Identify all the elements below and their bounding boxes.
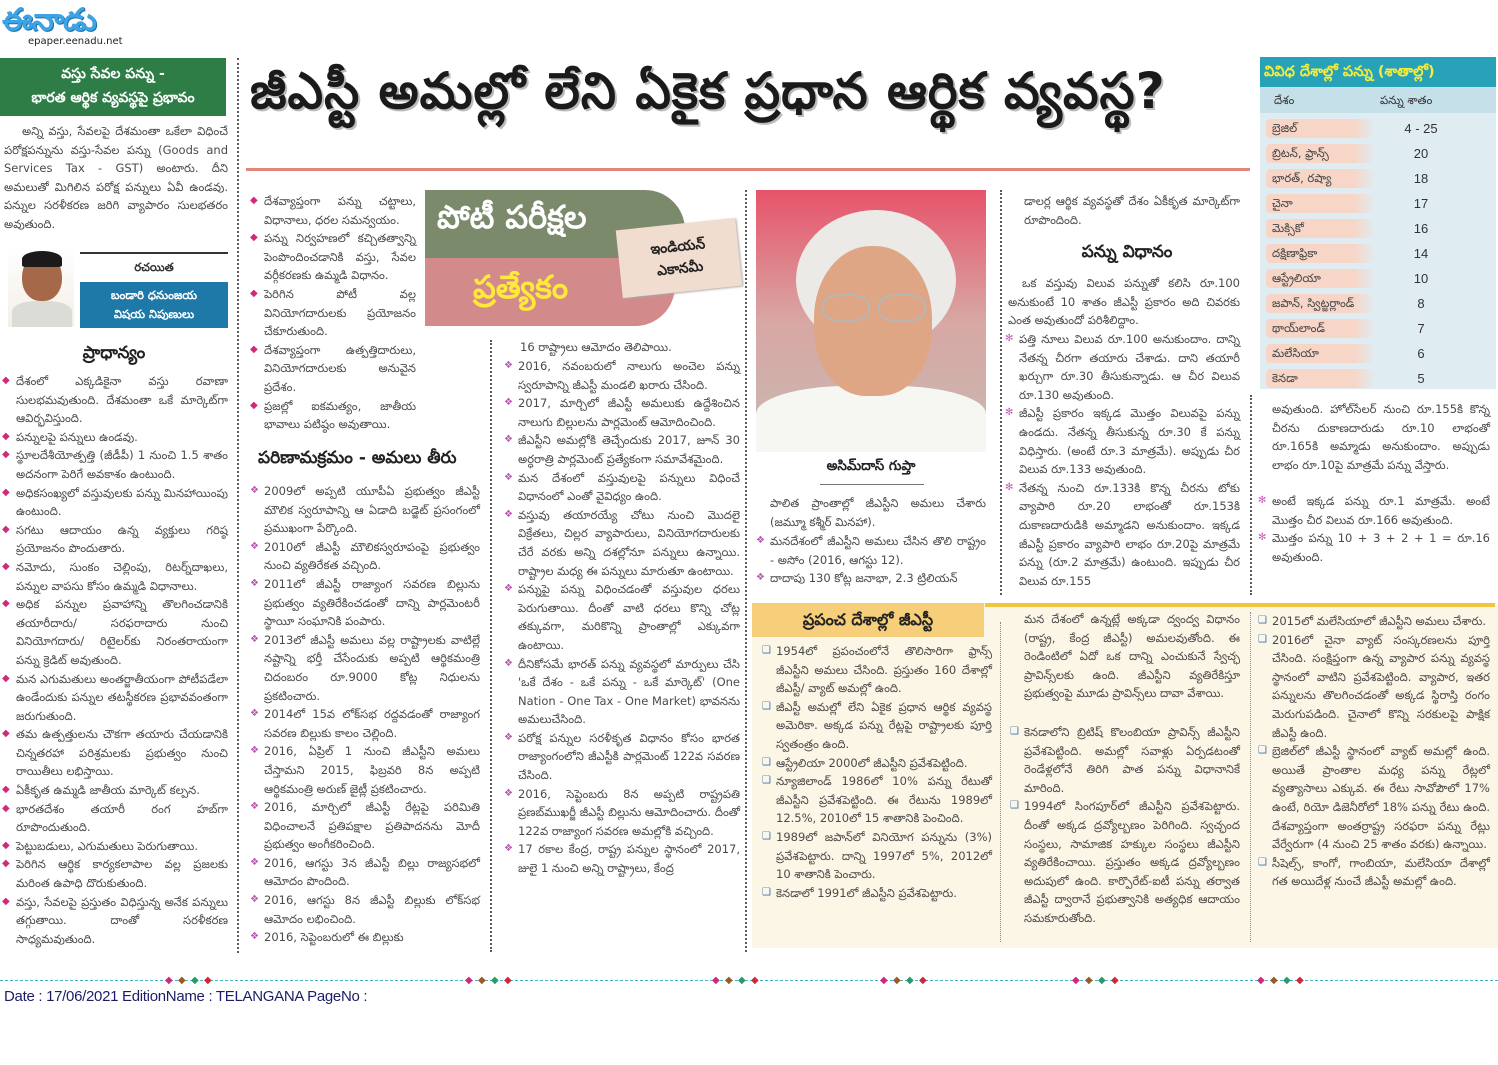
bullet-icon: ❖ <box>250 577 259 589</box>
bullet-icon: ◆ <box>250 343 258 355</box>
ornament-diamond-icon: ◆ <box>1085 975 1093 986</box>
world-gst-item: ❑ జీఎస్టీ అమల్లో లేని ఏకైక ప్రధాన ఆర్థిక వ్యవస్థ అమెరికా. అక్కడ పన్ను రేట్లపై రాష్ట్రాలకు పూర్తి స్వతంత్రం ఉంది. <box>762 699 992 751</box>
evolution-item: ❖ 2009లో అప్పటి యూపీఏ ప్రభుత్వం జీఎస్టీ మౌలిక స్వరూపాన్ని ఆ ఏడాది బడ్జెట్ ప్రసంగంలో ప్రముఖంగా పేర్కొంది. <box>250 484 480 536</box>
bullet-icon: ◆ <box>250 399 258 411</box>
bullet-icon: ❖ <box>250 633 259 645</box>
bullet-icon: ◆ <box>2 449 10 461</box>
evolution-item: ❖ పరోక్ష పన్నుల సరళీకృత విధానం కోసం భారత రాజ్యాంగంలోని జీఎస్టీకి పార్లమెంట్ 122వ సవరణ చేసింది. <box>504 730 740 783</box>
bullet-icon: ❑ <box>1010 726 1019 737</box>
ornament-diamond-icon: ◆ <box>906 975 914 986</box>
importance-item: ◆ పెరిగిన ఆర్థిక కార్యకలాపాల వల్ల ప్రజలకు మరింత ఉపాధి దొరుకుతుంది. <box>2 857 228 891</box>
bullet-icon: ◆ <box>2 858 10 870</box>
bullet-icon: ❖ <box>250 540 259 552</box>
site-url: epaper.eenadu.net <box>28 36 123 47</box>
importance-list <box>2 372 228 948</box>
author-photo <box>8 245 74 327</box>
evolution-item: ❖ 2017, మార్చిలో జీఎస్టీ అమలుకు ఉద్దేశించిన నాలుగు బిల్లులను పార్లమెంట్ ఆమోదించింది. <box>504 396 740 429</box>
bullet-icon: ◆ <box>2 672 10 684</box>
world-gst-item: ❑ ఆస్ట్రేలియా 2000లో జీఎస్టీని ప్రవేశపెట్టింది. <box>762 754 992 773</box>
ornament-diamond-icon: ◆ <box>1296 975 1304 986</box>
rates-table-row <box>1260 116 1496 141</box>
rates-table-row <box>1260 216 1496 241</box>
ornament-diamond-icon: ◆ <box>191 975 199 986</box>
exam-special-badge <box>425 190 743 328</box>
evolution-list <box>250 482 480 947</box>
world-gst-item: ❑ కెనడాలోని బ్రిటిష్ కొలంబియా ప్రావిన్స్ జీఎస్టీని ప్రవేశపెట్టింది. అమల్లో సవాళ్లు ఏర్పడటంతో రెండేళ్లలోనే తిరిగి పాత పన్ను విధానానికే మారింది. <box>1010 725 1240 795</box>
ornament-diamond-icon: ◆ <box>1098 975 1106 986</box>
evolution-item: ❖ 2016, ఆగస్టు 3న జీఎస్టీ బిల్లు రాజ్యసభలో ఆమోదం పొందింది. <box>250 855 480 889</box>
world-divider <box>1000 622 1001 942</box>
eenadu-logo[interactable] <box>2 2 152 54</box>
bullet-icon: ❖ <box>250 708 259 720</box>
author-divider <box>80 252 228 254</box>
ornament-diamond-icon: ◆ <box>1257 975 1265 986</box>
ornament-diamond-icon: ◆ <box>1270 975 1278 986</box>
author-designation: విషయ నిపుణులు <box>113 307 195 321</box>
portrait-fact-item: ❖ దాదాపు 130 కోట్ల జనాభా, 2.3 ట్రిలియన్ <box>756 569 986 588</box>
importance-item: ◆ నమోదు, సుంకం చెల్లింపు, రిటర్న్‌దాఖలు, పన్నుల వాపసు కోసం ఉమ్మడి విధానాలు. <box>2 559 228 593</box>
importance-item: ◆ తమ ఉత్పత్తులను చౌకగా తయారు చేయడానికి చిన్నతరహా పరిశ్రమలకు ప్రభుత్వం నుంచి రాయితీలు లభిస్తాయి. <box>2 727 228 779</box>
page-headline: జీఎస్టీ అమల్లో లేని ఏకైక ప్రధాన ఆర్థిక వ్యవస్థ? <box>250 62 1166 120</box>
ornament-diamond-icon: ◆ <box>1111 975 1119 986</box>
importance-item: ◆ మన ఎగుమతులు అంతర్జాతీయంగా పోటీపడేలా ఉండేందుకు పన్నుల తటస్థీకరణ ప్రభావవంతంగా జరుగుతుంది. <box>2 671 228 723</box>
tax-method-right-list <box>1258 492 1490 566</box>
bullet-icon: ◆ <box>2 784 10 796</box>
country-cell: భారత్, రష్యా <box>1266 169 1376 188</box>
bullet-icon: ❖ <box>504 397 513 409</box>
benefit-item: ◆ ప్రజల్లో ఐకమత్యం, జాతీయ భావాలు పటిష్ఠం అవుతాయి. <box>250 398 416 432</box>
world-gst-item: ❑ 2016లో చైనా వ్యాట్ సంస్కరణలను పూర్తి చేసింది. సంక్షిప్తంగా ఉన్న వ్యాపార పన్ను వ్యవస్థ స్థానంలో వాటిని ప్రవేశపెట్టింది. వ్యాపార, ఇతర పన్నులను తొలగించడంతో అక్కడ స్థిరాస్తి రంగం మెరుగుపడింది. చైనాలో కొన్ని సరకులపై పాక్షిక జీఎస్టీ ఉంది. <box>1258 632 1490 740</box>
bullet-icon: ❖ <box>756 535 765 546</box>
tax-method-intro: ఒక వస్తువు విలువ పన్నుతో కలిసి రూ.100 అనుకుంటే 10 శాతం జీఎస్టీ ప్రకారం అది చివరకు ఎంత అవుతుందో పరిశీలిద్దాం. <box>1008 276 1240 328</box>
exam-badge-line2: ప్రత్యేకం <box>425 258 675 326</box>
bullet-icon: ✻ <box>1005 333 1014 344</box>
ornament-diamond-icon: ◆ <box>504 975 512 986</box>
world-gst-item: ❑ సీషెల్స్, కాంగో, గాంబియా, మలేసియా దేశాల్లో గత అయిదేళ్ల నుంచే జీఎస్టీ అమల్లో ఉంది. <box>1258 855 1490 889</box>
bullet-icon: ❖ <box>504 471 513 483</box>
bullet-icon: ◆ <box>250 195 258 206</box>
bullet-icon: ◆ <box>2 895 10 907</box>
importance-item: ◆ దేశంలో ఎక్కడికైనా వస్తు రవాణా సులభమవుతుంది. దేశమంతా ఒకే మార్కెట్‌గా ఆవిర్భవిస్తుంది. <box>2 374 228 426</box>
bullet-icon: ❑ <box>762 756 771 768</box>
evolution-item: ❖ 2016, ఏప్రిల్ 1 నుంచి జీఎస్టీని అమలు చేస్తామని 2015, ఫిబ్రవరి 8న అప్పటి ఆర్థికమంత్రి అరుణ్ జైట్లీ ప్రకటించారు. <box>250 744 480 796</box>
bullet-icon: ❑ <box>762 645 771 656</box>
column-divider <box>1000 190 1002 595</box>
bullet-icon: ❖ <box>504 787 513 799</box>
column-header-country: దేశం <box>1274 93 1295 107</box>
importance-item: ◆ ఏకీకృత ఉమ్మడి జాతీయ మార్కెట్ కల్పన. <box>2 781 228 800</box>
bullet-icon: ◆ <box>2 598 10 610</box>
rates-table-row <box>1260 341 1496 366</box>
ornament-diamond-icon: ◆ <box>1283 975 1291 986</box>
world-gst-col2-continuation: మన దేశంలో ఉన్నట్లే అక్కడా ద్వంద్వ విధానం (రాష్ట్ర, కేంద్ర జీఎస్టీ) అమలవుతోంది. ఈ రెండింటిలో ఏదో ఒక దాన్ని ఎంచుకునే స్వేచ్ఛ ప్రావిన్స్‌లకు ఉంది. జీఎస్టీని వ్యతిరేకిస్తూ ప్రభుత్వంపై మూడు ప్రావిన్స్‌లు దావా వేశాయి. <box>1024 612 1240 701</box>
world-gst-col3 <box>1258 612 1490 891</box>
importance-item: ◆ భారతదేశం తయారీ రంగ హబ్‌గా రూపొందుతుంది. <box>2 801 228 835</box>
benefit-item: ◆ పెరిగిన పోటీ వల్ల వినియోగదారులకు ప్రయోజనం చేకూరుతుంది. <box>250 286 416 339</box>
benefit-item: ◆ దేశవ్యాప్తంగా ఉత్పత్తిదారులు, వినియోగదారులకు అనువైన ప్రదేశం. <box>250 342 416 394</box>
rates-table-row <box>1260 316 1496 341</box>
bullet-icon: ◆ <box>2 486 10 498</box>
bullet-icon: ◆ <box>2 375 10 386</box>
bullet-icon: ◆ <box>2 802 10 814</box>
bullet-icon: ✻ <box>1258 495 1267 506</box>
bullet-icon: ◆ <box>2 430 10 442</box>
bullet-icon: ❖ <box>504 843 513 855</box>
country-cell: జపాన్, స్విట్జర్లాండ్ <box>1266 294 1376 313</box>
world-gst-top-bar <box>985 603 1495 607</box>
bullet-icon: ◆ <box>2 560 10 572</box>
section-banner-line1: వస్తు సేవల పన్ను - <box>61 66 165 82</box>
evolution-item: ❖ జీఎస్టీని అమల్లోకి తెచ్చేందుకు 2017, జూన్ 30 అర్ధరాత్రి పార్లమెంట్ ప్రత్యేకంగా సమావేశమైంది. <box>504 433 740 466</box>
bullet-icon: ◆ <box>2 523 10 535</box>
country-cell: దక్షిణాఫ్రికా <box>1266 244 1376 263</box>
ornament-diamond-icon: ◆ <box>738 975 746 986</box>
world-divider <box>1250 612 1251 942</box>
rate-cell: 17 <box>1413 196 1429 211</box>
evolution-item: ❖ మన దేశంలో వస్తువులపై పన్నులు విధించే విధానంలో ఎంతో వైవిధ్యం ఉంది. <box>504 470 740 504</box>
portrait-caption: అసిమ్‌దాస్ గుప్తా <box>826 458 916 474</box>
bullet-icon: ◆ <box>250 232 258 244</box>
rate-cell: 7 <box>1417 321 1425 336</box>
portrait-continuation: పాలిత ప్రాంతాల్లో జీఎస్టీని అమలు చేశారు (జమ్మూ కశ్మీర్ మినహా). <box>770 496 986 529</box>
portrait-fact-item: ❖ మనదేశంలో జీఎస్టీని అమలు చేసిన తొలి రాష్ట్రం - అసోం (2016, ఆగస్టు 12). <box>756 534 986 567</box>
bullet-icon: ❑ <box>762 700 771 712</box>
bullet-icon: ❑ <box>1258 745 1267 757</box>
tax-rates-table <box>1260 57 1496 389</box>
evolution-item: ❖ 2010లో జీఎస్టీ మౌలికస్వరూపంపై ప్రభుత్వం నుంచి వ్యతిరేకత వచ్చింది. <box>250 539 480 573</box>
benefit-item: ◆ పన్ను నిర్వహణలో కచ్చితత్వాన్ని పెంపొందించడానికి వస్తు, సేవల వర్గీకరణకు ఉమ్మడి విధానం. <box>250 231 416 283</box>
rate-cell: 6 <box>1417 346 1425 361</box>
rates-table-row <box>1260 166 1496 191</box>
country-cell: ఆస్ట్రేలియా <box>1266 269 1376 288</box>
rates-table-row <box>1260 191 1496 216</box>
rate-cell: 8 <box>1417 296 1425 311</box>
rates-table-row <box>1260 241 1496 266</box>
bullet-icon: ❑ <box>1010 800 1019 812</box>
importance-item: ◆ వస్తు, సేవలపై ప్రస్తుతం విధిస్తున్న అనేక పన్నులు తగ్గుతాయి. దాంతో సరళీకరణ సాధ్యమవుతుంది. <box>2 894 228 946</box>
caption-divider <box>820 484 924 485</box>
bullet-icon: ❖ <box>504 657 513 669</box>
evolution-item: ❖ 2013లో జీఎస్టీ అమలు వల్ల రాష్ట్రాలకు వాటిల్లే నష్టాన్ని భర్తీ చేసేందుకు అప్పటి ఆర్థికమంత్రి చిదంబరం రూ.9000 కోట్ల నిధులను ప్రకటించారు. <box>250 632 480 703</box>
exam-subject-tag: ఇండియన్ ఎకానమీ <box>616 218 742 298</box>
portrait-photo <box>756 190 986 452</box>
ornament-diamond-icon: ◆ <box>478 975 486 986</box>
ornament-diamond-icon: ◆ <box>1072 975 1080 986</box>
bullet-icon: ❑ <box>762 886 771 898</box>
bullet-icon: ❖ <box>504 583 513 595</box>
rates-table-row <box>1260 366 1496 391</box>
bullet-icon: ❖ <box>250 485 259 496</box>
evolution-col3-list <box>504 357 740 878</box>
bullet-icon: ❖ <box>504 731 513 743</box>
evolution-continuation: 16 రాష్ట్రాలు ఆమోదం తెలిపాయి. <box>520 340 672 354</box>
world-gst-item: ❑ 1989లో జపాన్‌లో వినియోగ పన్నును (3%) ప్రవేశపెట్టారు. దాన్ని 1997లో 5%, 2012లో 10 శాతానికి పెంచారు. <box>762 829 992 882</box>
country-cell: థాయ్‌లాండ్ <box>1266 319 1376 338</box>
bullet-icon: ❖ <box>250 894 259 906</box>
rates-table-row <box>1260 266 1496 291</box>
bullet-icon: ❖ <box>250 801 259 813</box>
bullet-icon: ◆ <box>2 728 10 740</box>
ornament-diamond-icon: ◆ <box>204 975 212 986</box>
rates-table-title: వివిధ దేశాల్లో పన్ను (శాతాల్లో) <box>1260 57 1496 87</box>
rate-cell: 4 - 25 <box>1404 121 1438 136</box>
headline-divider <box>246 168 1250 171</box>
bullet-icon: ❑ <box>762 775 771 787</box>
ornament-diamond-icon: ◆ <box>491 975 499 986</box>
bullet-icon: ❑ <box>762 830 771 842</box>
ornament-diamond-icon: ◆ <box>880 975 888 986</box>
section-banner <box>0 58 226 116</box>
evolution-item: ❖ 2016, మార్చిలో జీఎస్టీ రేట్లపై పరిమితి విధించాలనే ప్రతిపక్షాల ప్రతిపాదనను మోదీ ప్రభుత్వం అంగీకరించింది. <box>250 800 480 852</box>
intro-paragraph: అన్ని వస్తు, సేవలపై దేశమంతా ఒకేలా విధించే పరోక్షపన్నును వస్తు-సేవల పన్ను (Goods and Services Tax - GST) అంటారు. దీని అమలుతో మిగిలిన పరోక్ష పన్నులు ఏవీ ఉండవు. పన్నుల సరళీకరణ జరిగి వ్యాపారం సులభతరం అవుతుంది. <box>4 124 228 231</box>
rate-cell: 14 <box>1413 246 1429 261</box>
world-gst-title: ప్రపంచ దేశాల్లో జీఎస్టీ <box>752 603 984 637</box>
tax-method-list <box>1005 330 1240 590</box>
portrait-list <box>756 532 986 588</box>
column-divider <box>490 340 492 952</box>
edition-info: Date : 17/06/2021 EditionName : TELANGANA PageNo : <box>4 988 368 1005</box>
country-cell: మలేసియా <box>1266 344 1376 363</box>
ornament-diamond-icon: ◆ <box>893 975 901 986</box>
author-name-box <box>80 282 228 328</box>
bullet-icon: ❖ <box>250 931 259 943</box>
column-divider <box>237 58 239 953</box>
tax-method-lead-in: డాలర్ల ఆర్థిక వ్యవస్థతో దేశం ఏకీకృత మార్కెట్‌గా రూపొందింది. <box>1024 194 1240 227</box>
bullet-icon: ✻ <box>1258 532 1267 544</box>
ornament-diamond-icon: ◆ <box>165 975 173 986</box>
importance-item: ◆ అధికసంఖ్యలో వస్తువులకు పన్ను మినహాయింపు ఉంటుంది. <box>2 485 228 519</box>
column-divider <box>745 190 747 952</box>
bullet-icon: ❑ <box>1258 856 1267 868</box>
ornament-diamond-icon: ◆ <box>751 975 759 986</box>
section-banner-line2: భారత ఆర్థిక వ్యవస్థపై ప్రభావం <box>31 90 195 106</box>
ornament-diamond-icon: ◆ <box>712 975 720 986</box>
logo-mark: ఈనాడు <box>2 2 96 38</box>
world-gst-col1 <box>762 642 992 902</box>
country-cell: చైనా <box>1266 194 1376 213</box>
importance-item: ◆ స్థూలదేశీయోత్పత్తి (జీడీపీ) 1 నుంచి 1.5 శాతం అదనంగా పెరిగే అవకాశం ఉంటుంది. <box>2 448 228 481</box>
benefit-item: ◆ దేశవ్యాప్తంగా పన్ను చట్టాలు, విధానాలు, ధరల సమన్వయం. <box>250 194 416 227</box>
rate-cell: 18 <box>1413 171 1429 186</box>
ornament-diamond-icon: ◆ <box>725 975 733 986</box>
bullet-icon: ✻ <box>1005 407 1014 419</box>
rates-table-row <box>1260 141 1496 166</box>
rates-table-row <box>1260 291 1496 316</box>
bullet-icon: ❖ <box>504 434 513 446</box>
tax-step-item: ✻ మొత్తం పన్ను 10 + 3 + 2 + 1 = రూ.16 అవుతుంది. <box>1258 531 1490 564</box>
importance-item: ◆ అధిక పన్నుల ప్రవాహాన్ని తొలగించడానికి తయారీదారు/ సరఫరాదారు నుంచి వినియోగదారు/ రిటైలర్‌కు నిరంతరాయంగా పన్ను క్రెడిట్ అవుతుంది. <box>2 597 228 667</box>
world-gst-item: ❑ 1994లో సింగపూర్‌లో జీఎస్టీని ప్రవేశపెట్టారు. దీంతో అక్కడ ద్రవ్యోల్బణం పెరిగింది. స్వచ్ఛంద సంస్థలు, సామాజిక హక్కుల సంస్థలు జీఎస్టీని వ్యతిరేకించాయి. ప్రస్తుతం అక్కడ ద్రవ్యోల్బణం అదుపులో ఉంది. కార్పొరేట్-ఐటీ పన్ను తర్వాత జీఎస్టీ ద్వారానే ప్రభుత్వానికి అత్యధిక ఆదాయం సమకూరుతోంది. <box>1010 799 1240 925</box>
evolution-item: ❖ పన్నుపై పన్ను విధించడంతో వస్తువుల ధరలు పెరుగుతాయి. దీంతో వాటి ధరలు కొన్ని చోట్ల తక్కువగా, మరికొన్ని ప్రాంతాల్లో ఎక్కువగా ఉంటాయి. <box>504 582 740 652</box>
rate-cell: 20 <box>1413 146 1429 161</box>
ornament-diamond-icon: ◆ <box>919 975 927 986</box>
tax-method-continuation: అవుతుంది. హోల్‌సేలర్ నుంచి రూ.155కి కొన్న చీరను దుకాణదారుడు రూ.10 లాభంతో రూ.165కి అమ్మాడు అనుకుందాం. అప్పుడు లాభం రూ.10పై మాత్రమే పన్ను వేస్తారు. <box>1272 402 1490 472</box>
benefits-list <box>250 192 416 434</box>
importance-item: ◆ సగటు ఆదాయం ఉన్న వ్యక్తులు గరిష్ఠ ప్రయోజనం పొందుతారు. <box>2 522 228 556</box>
evolution-item: ❖ 2016, సెప్టెంబరులో ఈ బిల్లుకు <box>250 928 480 947</box>
tax-method-heading: పన్ను విధానం <box>1081 242 1173 262</box>
bullet-icon: ❖ <box>250 856 259 868</box>
bullet-icon: ❑ <box>1258 615 1267 626</box>
tax-step-item: ✻ పత్తి నూలు విలువ రూ.100 అనుకుందాం. దాన్ని నేతన్న చీరగా తయారు చేశాడు. దాని తయారీ ఖర్చుగా రూ.30 తీసుకున్నాడు. ఆ చీర విలువ రూ.130 అవుతుంది. <box>1005 332 1240 402</box>
country-cell: బ్రెజిల్ <box>1266 119 1376 138</box>
importance-heading: ప్రాధాన్యం <box>82 343 146 363</box>
world-gst-item: ❑ న్యూజిలాండ్ 1986లో 10% పన్ను రేటుతో జీఎస్టీని ప్రవేశపెట్టింది. ఈ రేటును 1989లో 12.5%, 2010లో 15 శాతానికి పెంచింది. <box>762 774 992 826</box>
author-name: బండారి ధనుంజయ <box>110 288 198 302</box>
world-gst-col2 <box>1010 723 1240 928</box>
world-gst-item: ❑ 2015లో మలేసియాలో జీఎస్టీని అమలు చేశారు. <box>1258 612 1490 631</box>
evolution-item: ❖ 2014లో 15వ లోక్‌సభ రద్దవడంతో రాజ్యాంగ సవరణ బిల్లుకు కాలం చెల్లింది. <box>250 707 480 740</box>
bullet-icon: ✻ <box>1005 481 1014 493</box>
column-divider <box>1250 395 1252 595</box>
tax-step-item: ✻ జీఎస్టీ ప్రకారం ఇక్కడ మొత్తం విలువపై పన్ను ఉండదు. నేతన్న తీసుకున్న రూ.30 కే పన్ను విధిస్తారు. (అంటే రూ.3 మాత్రమే). అప్పుడు చీర విలువ రూ.133 అవుతుంది. <box>1005 406 1240 477</box>
ornament-diamond-icon: ◆ <box>465 975 473 986</box>
evolution-item: ❖ దీనికోసమే భారత్ పన్ను వ్యవస్థలో మార్పులు చేసి 'ఒకే దేశం - ఒకే పన్ను - ఒకే మార్కెట్' (One Nation - One Tax - One Market) భావనను అమలుచేసింది. <box>504 656 740 727</box>
evolution-item: ❖ 17 రకాల కేంద్ర, రాష్ట్ర పన్నుల స్థానంలో 2017, జులై 1 నుంచి అన్ని రాష్ట్రాలు, కేంద్ర <box>504 842 740 876</box>
bullet-icon: ❖ <box>756 572 765 584</box>
column-header-rate: పన్ను శాతం <box>1380 93 1433 107</box>
world-gst-item: ❑ 1954లో ప్రపంచంలోనే తొలిసారిగా ఫ్రాన్స్ జీఎస్టీని అమలు చేసింది. ప్రస్తుతం 160 దేశాల్లో జీఎస్టీ/ వ్యాట్ అమల్లో ఉంది. <box>762 644 992 696</box>
evolution-item: ❖ 2016, సెప్టెంబరు 8న అప్పటి రాష్ట్రపతి ప్రణబ్‌ముఖర్జీ జీఎస్టీ బిల్లును ఆమోదించారు. దీంతో 122వ రాజ్యాంగ సవరణ అమల్లోకి వచ్చింది. <box>504 786 740 838</box>
exam-badge-line1: పోటీ పరీక్షల <box>425 190 685 258</box>
world-gst-item: ❑ బ్రెజిల్‌లో జీఎస్టీ స్థానంలో వ్యాట్ అమల్లో ఉంది. అయితే ప్రాంతాల మధ్య పన్ను రేట్లలో వ్యత్యాసాలు ఎక్కువ. ఈ రేటు సావోపౌలో 17% ఉంటే, రియో డిజెనీరోలో 18% పన్ను రేటు ఉంది. దేశవ్యాప్తంగా అంతర్రాష్ట్ర సరఫరా పన్ను రేట్లు వేర్వేరుగా (4 నుంచి 25 శాతం వరకు) ఉన్నాయి. <box>1258 744 1490 852</box>
rates-table-header <box>1260 87 1496 113</box>
country-cell: మెక్సికో <box>1266 219 1376 238</box>
bullet-icon: ❖ <box>504 508 513 520</box>
world-gst-item: ❑ కెనడాలో 1991లో జీఎస్టీని ప్రవేశపెట్టారు. <box>762 884 992 903</box>
tax-step-item: ✻ అంటే ఇక్కడ పన్ను రూ.1 మాత్రమే. అంటే మొత్తం చీర విలువ రూ.166 అవుతుంది. <box>1258 494 1490 527</box>
importance-item: ◆ పెట్టుబడులు, ఎగుమతులు పెరుగుతాయి. <box>2 837 228 856</box>
rate-cell: 5 <box>1417 371 1425 386</box>
rate-cell: 10 <box>1413 271 1429 286</box>
tax-step-item: ✻ నేతన్న నుంచి రూ.133కి కొన్న చీరను టోకు వ్యాపారి రూ.20 లాభంతో రూ.153కి దుకాణదారుడికి అమ్మాడని అనుకుందాం. ఇక్కడ జీఎస్టీ ప్రకారం వ్యాపారి లాభం రూ.20పై మాత్రమే పన్ను (రూ.2 మాత్రమే) ఉంటుంది. ఇప్పుడు చీర విలువ రూ.155 <box>1005 480 1240 588</box>
bullet-icon: ◆ <box>2 839 10 851</box>
evolution-item: ❖ 2016, ఆగస్టు 8న జీఎస్టీ బిల్లుకు లోక్‌సభ ఆమోదం లభించింది. <box>250 893 480 926</box>
bullet-icon: ❖ <box>504 360 513 371</box>
country-cell: కెనడా <box>1266 369 1376 388</box>
bullet-icon: ❖ <box>250 745 259 757</box>
bullet-icon: ❑ <box>1258 633 1267 645</box>
evolution-item: ❖ 2016, నవంబరులో నాలుగు అంచెల పన్ను స్వరూపాన్ని జీఎస్టీ మండలి ఖరారు చేసింది. <box>504 359 740 392</box>
evolution-item: ❖ 2011లో జీఎస్టీ రాజ్యాంగ సవరణ బిల్లును ప్రభుత్వం వ్యతిరేకించడంతో దాన్ని పార్లమెంటరీ స్థాయీ సంఘానికి పంపారు. <box>250 576 480 629</box>
bullet-icon: ◆ <box>250 287 258 299</box>
rate-cell: 16 <box>1413 221 1429 236</box>
author-role-label: రచయిత <box>134 260 174 274</box>
evolution-heading: పరిణామక్రమం - అమలు తీరు <box>258 448 457 468</box>
importance-item: ◆ పన్నులపై పన్నులు ఉండవు. <box>2 428 228 447</box>
evolution-item: ❖ వస్తువు తయారయ్యే చోటు నుంచి మొదలై విక్రేతలు, చిల్లర వ్యాపారులు, వినియోగదారులకు చేరే వరకు అన్ని దశల్లోనూ పన్నులు ఉన్నాయి. రాష్ట్రాల మధ్య ఈ పన్నులు మారుతూ ఉంటాయి. <box>504 507 740 578</box>
ornament-diamond-icon: ◆ <box>178 975 186 986</box>
country-cell: బ్రిటన్, ఫ్రాన్స్ <box>1266 144 1376 163</box>
